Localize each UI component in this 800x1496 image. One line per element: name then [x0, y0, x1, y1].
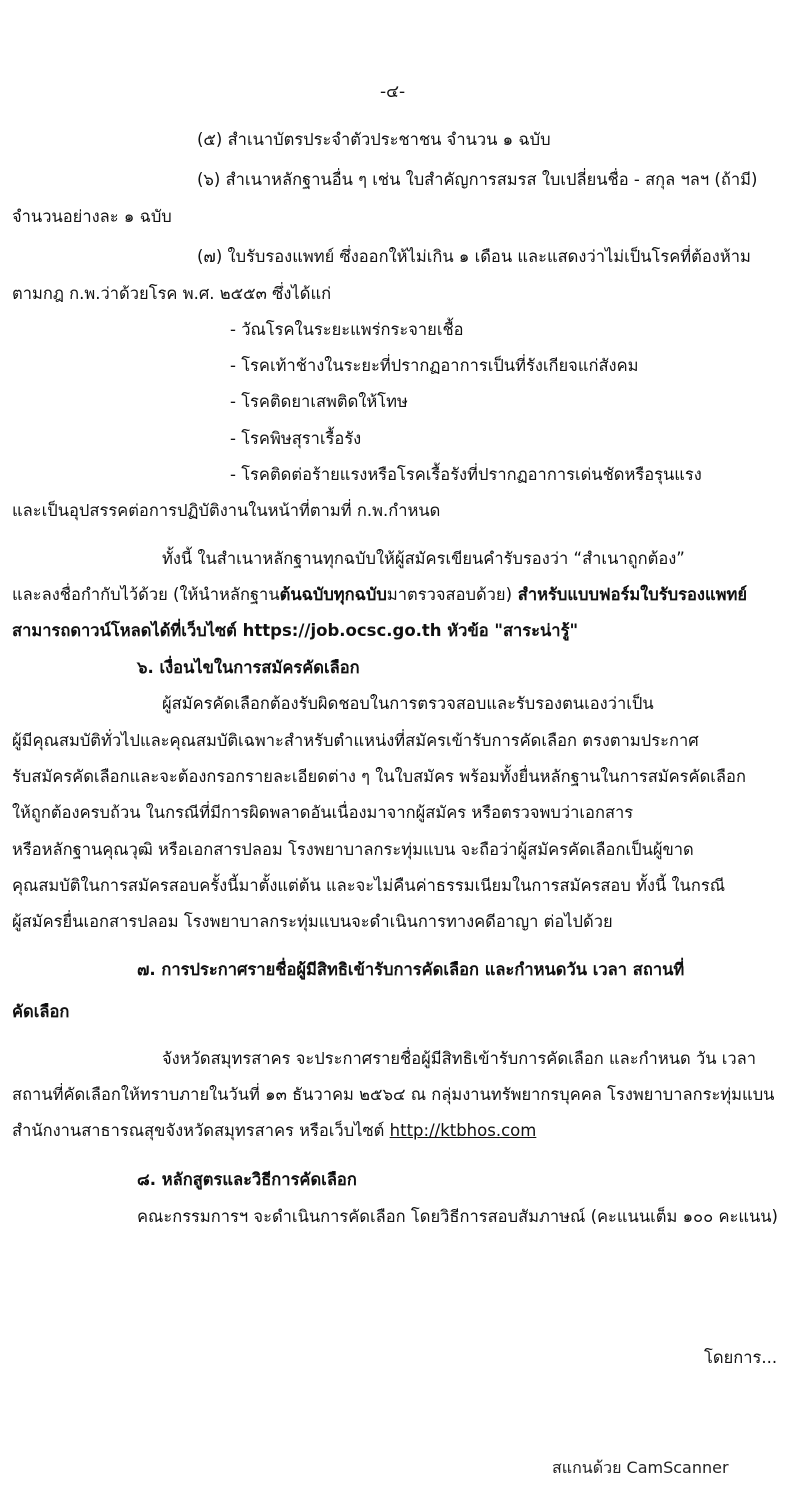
note-line-2 [12, 581, 747, 609]
disease-item-2: - โรคเท้าช้างในระยะที่ปรากฏอาการเป็นที่รังเกียจแก่สังคม [230, 356, 639, 375]
section-8-line-1: คณะกรรมการฯ จะดำเนินการคัดเลือก โดยวิธีการสอบสัมภาษณ์ (คะแนนเต็ม ๑๐๐ คะแนน) [137, 1207, 778, 1226]
disease-item-3: - โรคติดยาเสพติดให้โทษ [230, 392, 408, 411]
section-6-line-1: ผู้สมัครคัดเลือกต้องรับผิดชอบในการตรวจสอบและรับรองตนเองว่าเป็น [162, 694, 654, 713]
section-7-heading-cont: คัดเลือก [12, 1002, 70, 1021]
note-line-3: สามารถดาวน์โหลดได้ที่เว็บไซต์ https://job.ocsc.go.th หัวข้อ "สาระน่ารู้" [12, 621, 579, 640]
note-line-1: ทั้งนี้ ในสำเนาหลักฐานทุกฉบับให้ผู้สมัครเขียนคำรับรองว่า “สำเนาถูกต้อง” [162, 549, 685, 568]
disease-item-1: - วัณโรคในระยะแพร่กระจายเชื้อ [230, 320, 464, 339]
section-6-line-2: ผู้มีคุณสมบัติทั่วไปและคุณสมบัติเฉพาะสำหรับตำแหน่งที่สมัครเข้ารับการคัดเลือก ตรงตามประกาศ [12, 731, 699, 750]
item-7-line-2: ตามกฎ ก.พ.ว่าด้วยโรค พ.ศ. ๒๕๕๓ ซึ่งได้แก่ [12, 284, 332, 303]
section-7-line-1: จังหวัดสมุทรสาคร จะประกาศรายชื่อผู้มีสิทธิเข้ารับการคัดเลือก และกำหนด วัน เวลา [162, 1049, 757, 1068]
section-8-heading: ๘. หลักสูตรและวิธีการคัดเลือก [137, 1170, 357, 1189]
note-line-2-a: และลงชื่อกำกับไว้ด้วย (ให้นำหลักฐาน [12, 585, 280, 604]
ktbhos-link[interactable]: http://ktbhos.com [389, 1121, 537, 1140]
disease-item-5-cont: และเป็นอุปสรรคต่อการปฏิบัติงานในหน้าที่ตามที่ ก.พ.กำหนด [12, 501, 441, 520]
section-7-line-3-text: สำนักงานสาธารณสุขจังหวัดสมุทรสาคร หรือเว็บไซต์ [12, 1121, 390, 1140]
note-line-2-b: ต้นฉบับทุกฉบับ [279, 585, 387, 604]
continuation-text: โดยการ... [704, 1348, 778, 1367]
section-6-line-5: หรือหลักฐานคุณวุฒิ หรือเอกสารปลอม โรงพยาบาลกระทุ่มแบน จะถือว่าผู้สมัครคัดเลือกเป็นผู้ขาด [12, 840, 694, 859]
section-6-line-7: ผู้สมัครยื่นเอกสารปลอม โรงพยาบาลกระทุ่มแบนจะดำเนินการทางคดีอาญา ต่อไปด้วย [12, 912, 613, 931]
item-6-line-2: จำนวนอย่างละ ๑ ฉบับ [12, 207, 172, 226]
disease-item-5: - โรคติดต่อร้ายแรงหรือโรคเรื้อรังที่ปรากฏอาการเด่นชัดหรือรุนแรง [230, 465, 702, 484]
item-7-line-1: (๗) ใบรับรองแพทย์ ซึ่งออกให้ไม่เกิน ๑ เดือน และแสดงว่าไม่เป็นโรคที่ต้องห้าม [197, 247, 751, 266]
section-7-line-3 [12, 1117, 536, 1145]
note-line-2-d: สำหรับแบบฟอร์มใบรับรองแพทย์ [512, 585, 748, 604]
item-6-line-1: (๖) สำเนาหลักฐานอื่น ๆ เช่น ใบสำคัญการสมรส ใบเปลี่ยนชื่อ - สกุล ฯลฯ (ถ้ามี) [197, 170, 758, 189]
item-5: (๕) สำเนาบัตรประจำตัวประชาชน จำนวน ๑ ฉบับ [197, 130, 551, 149]
page-number: -๔- [380, 82, 406, 102]
section-6-heading: ๖. เงื่อนไขในการสมัครคัดเลือก [137, 658, 360, 677]
disease-item-4: - โรคพิษสุราเรื้อรัง [230, 429, 362, 448]
section-7-heading: ๗. การประกาศรายชื่อผู้มีสิทธิเข้ารับการคัดเลือก และกำหนดวัน เวลา สถานที่ [137, 960, 685, 979]
note-line-2-c: มาตรวจสอบด้วย) [386, 585, 513, 604]
section-7-line-2: สถานที่คัดเลือกให้ทราบภายในวันที่ ๑๓ ธันวาคม ๒๕๖๔ ณ กลุ่มงานทรัพยากรบุคคล โรงพยาบาลกระทุ่มแบน [12, 1085, 775, 1104]
section-6-line-4: ให้ถูกต้องครบถ้วน ในกรณีที่มีการผิดพลาดอันเนื่องมาจากผู้สมัคร หรือตรวจพบว่าเอกสาร [12, 803, 634, 822]
scanner-watermark: สแกนด้วย CamScanner [552, 1458, 729, 1477]
section-6-line-3: รับสมัครคัดเลือกและจะต้องกรอกรายละเอียดต่าง ๆ ในใบสมัคร พร้อมทั้งยื่นหลักฐานในการสมัครคัดเลือก [12, 767, 746, 786]
section-6-line-6: คุณสมบัติในการสมัครสอบครั้งนี้มาตั้งแต่ต้น และจะไม่คืนค่าธรรมเนียมในการสมัครสอบ ทั้งนี้ ในกรณี [12, 876, 725, 895]
